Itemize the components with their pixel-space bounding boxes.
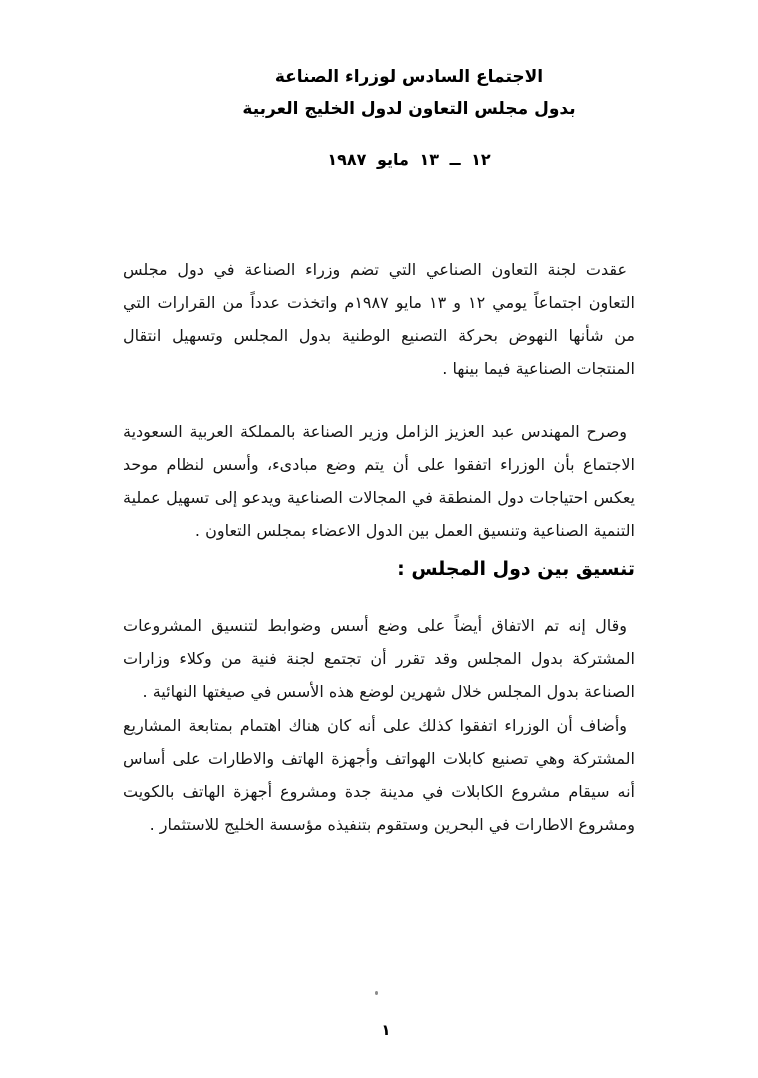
paragraph-joint-projects-followup: وأضاف أن الوزراء اتفقوا كذلك على أنه كان هناك اهتمام بمتابعة المشاريع المشتركة وهي تصنيع كابلات الهواتف وأجهزة الهاتف والاطارات على أساس أنه سيقام مشروع الكابلات في مدينة جدة ومشروع أجهزة الهاتف بالكويت ومشروع الاطارات في البحرين وستقوم بتنفيذه مؤسسة الخليج للاستثمار . — [123, 716, 635, 834]
document-title-line-1: الاجتماع السادس لوزراء الصناعة — [274, 67, 544, 87]
page-number: ١ — [381, 1021, 391, 1039]
section-heading-coordination: تنسيق بين دول المجلس : — [397, 558, 635, 580]
paragraph-minister-statement: وصرح المهندس عبد العزيز الزامل وزير الصناعة بالمملكة العربية السعودية الاجتماع بأن الوزراء اتفقوا على أن يتم وضع مبادىء، وأسس لنظام موحد يعكس احتياجات دول المنطقة في المجالات الصناعية ويدعو إلى تسهيل عملية التنمية الصناعية وتنسيق العمل بين الدول الاعضاء بمجلس التعاون . — [123, 422, 635, 540]
paragraph-joint-projects-rules: وقال إنه تم الاتفاق أيضاً على وضع أسس وضوابط لتنسيق المشروعات المشتركة بدول المجلس وقد تقرر أن تجتمع لجنة فنية من وكلاء وزارات الصناعة بدول المجلس خلال شهرين لوضع هذه الأسس في صيغتها النهائية . — [123, 616, 635, 701]
scan-artifact-dot — [375, 991, 378, 995]
document-date: ١٢ ــ ١٣ مايو ١٩٨٧ — [327, 150, 491, 169]
paragraph-meeting-summary: عقدت لجنة التعاون الصناعي التي تضم وزراء الصناعة في دول مجلس التعاون اجتماعاً يومي ١٢ و ١٣ مايو ١٩٨٧م واتخذت عدداً من القرارات التي من شأنها النهوض بحركة التصنيع الوطنية بدول المجلس وتسهيل انتقال المنتجات الصناعية فيما بينها . — [123, 260, 635, 378]
document-title-line-2: بدول مجلس التعاون لدول الخليج العربية — [242, 99, 576, 119]
